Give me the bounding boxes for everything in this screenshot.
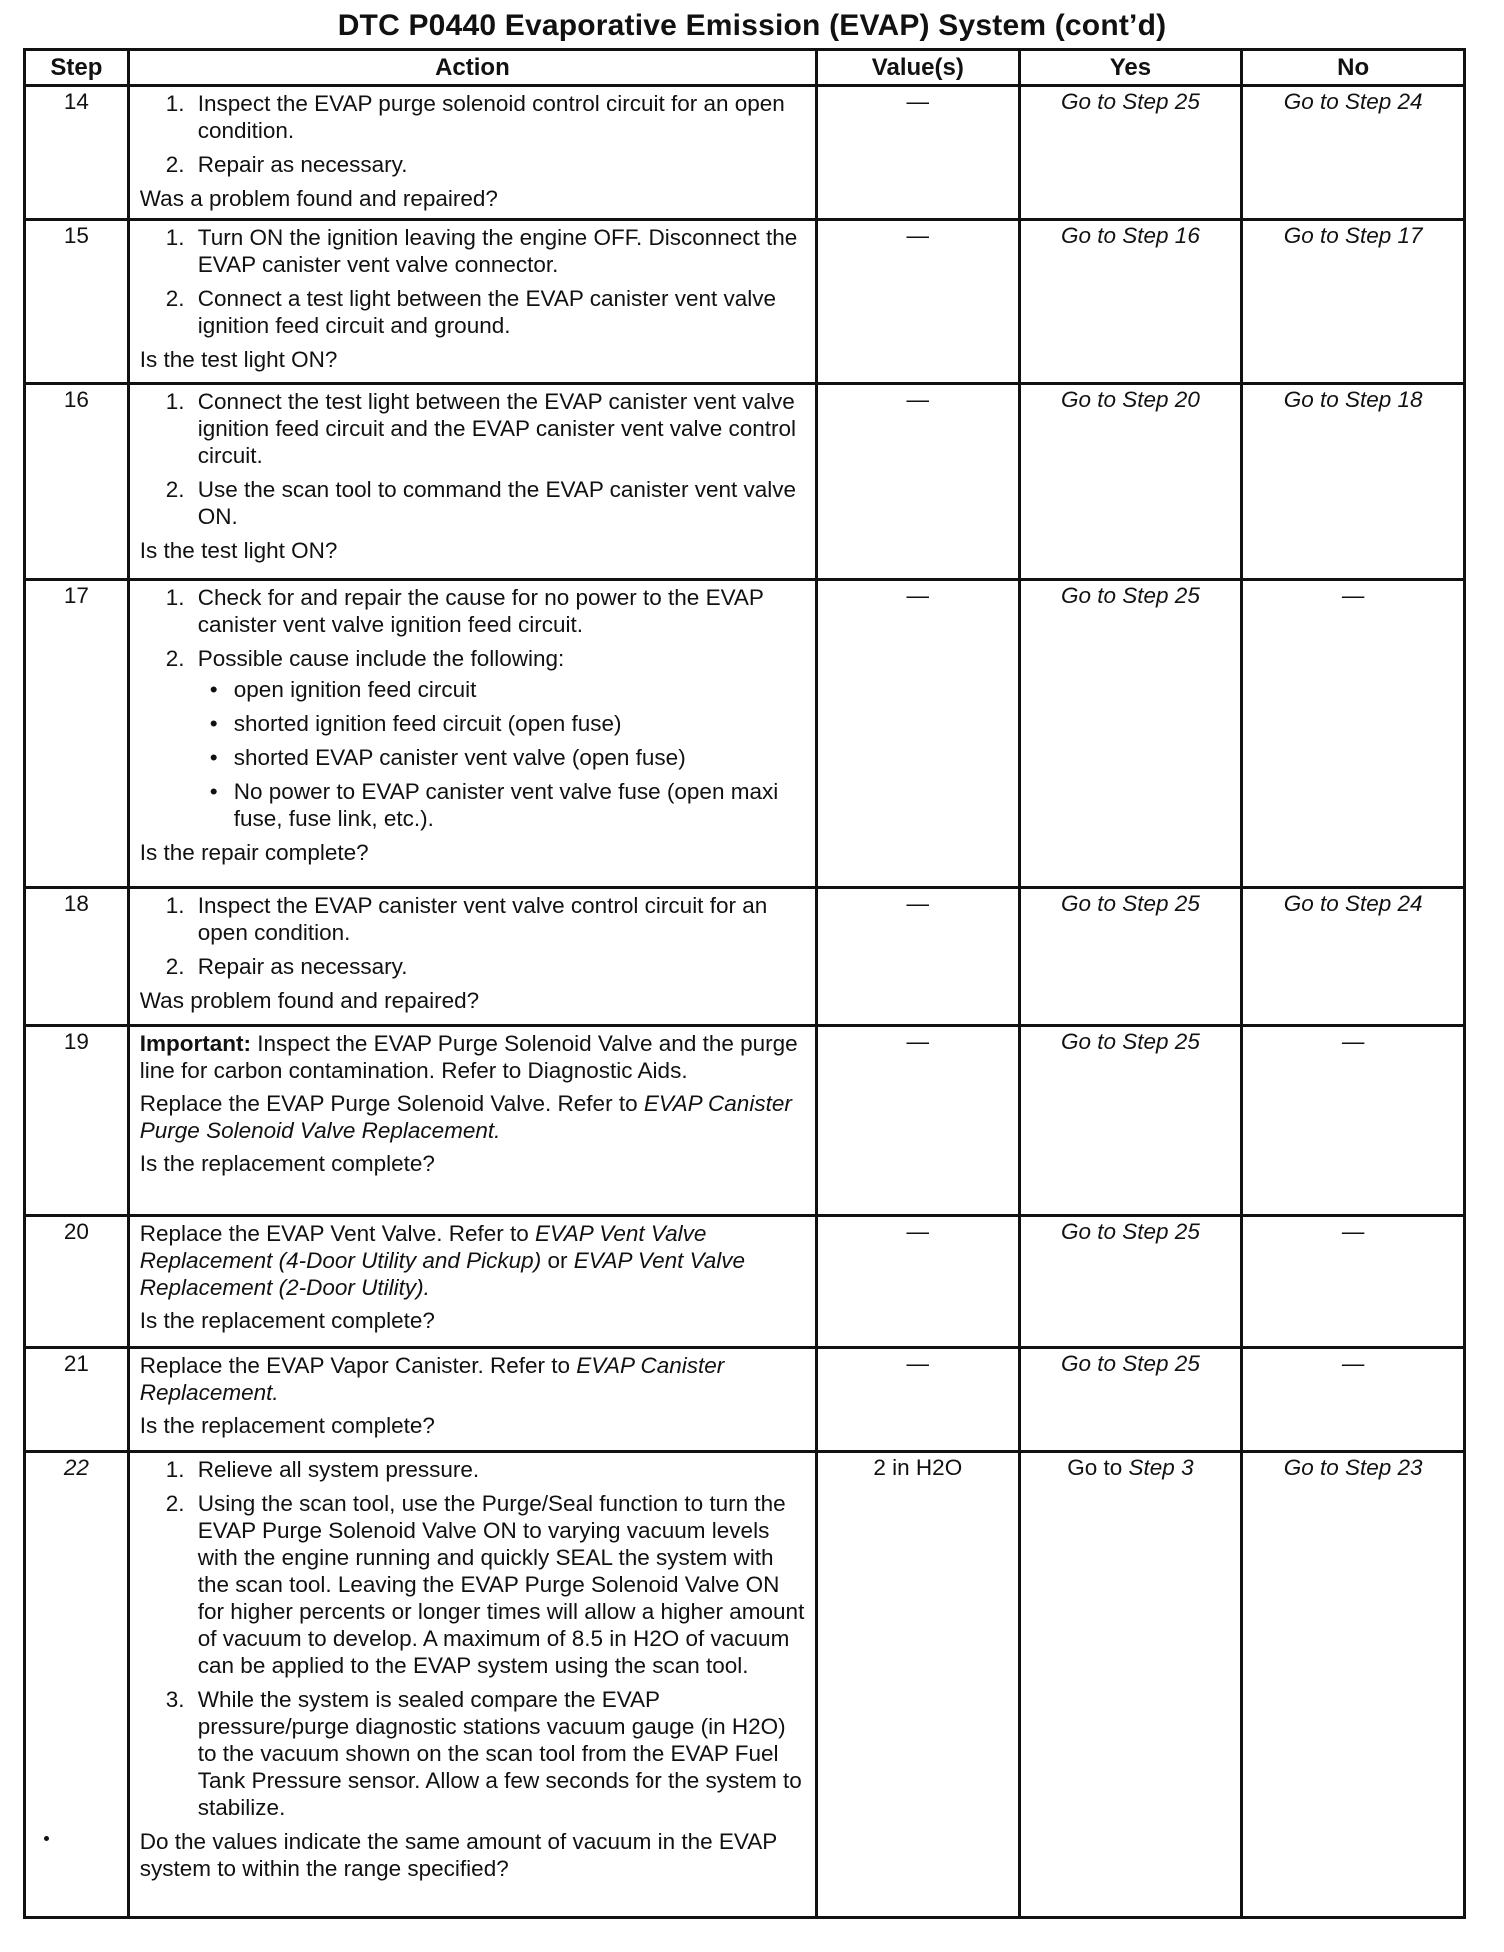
empty-dash: — — [906, 891, 930, 916]
header-values: Value(s) — [817, 50, 1020, 86]
empty-dash: — — [906, 583, 930, 608]
action-question: Is the replacement complete? — [139, 1151, 435, 1176]
value-cell — [817, 1026, 1020, 1216]
action-step: 2. Repair as necessary. — [165, 954, 408, 979]
important-note: Important: Inspect the EVAP Purge Solenoid Valve and the purge line for carbon contamination. Refer to Diagnostic Aids. — [139, 1031, 798, 1083]
no-cell: Go to Step 24 — [1242, 86, 1465, 220]
table-row — [25, 1026, 1465, 1216]
no-cell: Go to Step 18 — [1242, 384, 1465, 580]
cause-bullet: • No power to EVAP canister vent valve fuse (open maxi fuse, fuse link, etc.). — [198, 778, 805, 832]
action-step: 2. Connect a test light between the EVAP canister vent valve ignition feed circuit and ground. — [165, 286, 777, 338]
table-row — [25, 86, 1465, 220]
action-cell — [128, 1216, 816, 1348]
step-number: 16 — [25, 384, 129, 580]
action-step: 1. Inspect the EVAP canister vent valve control circuit for an open condition. — [165, 893, 768, 945]
action-question: Is the replacement complete? — [139, 1413, 435, 1438]
step-number: 14 — [25, 86, 129, 220]
empty-dash: — — [1341, 1029, 1365, 1054]
action-question: Do the values indicate the same amount of vacuum in the EVAP system to within the range specified? — [139, 1829, 777, 1881]
action-step: 2. Repair as necessary. — [165, 152, 408, 177]
replace-instruction: Replace the EVAP Vent Valve. Refer to EVAP Vent Valve Replacement (4-Door Utility and Pickup) or EVAP Vent Valve Replacement (2-Door Utility). — [139, 1221, 746, 1300]
step-number: 18 — [25, 888, 129, 1026]
action-question: Is the repair complete? — [139, 840, 369, 865]
empty-dash: — — [906, 89, 930, 114]
action-cell — [128, 220, 816, 384]
action-step: 1. Inspect the EVAP purge solenoid control circuit for an open condition. — [165, 91, 785, 143]
yes-cell: Go to Step 3 — [1019, 1452, 1242, 1918]
action-step: 1. Relieve all system pressure. — [165, 1457, 480, 1482]
value-cell: 2 in H2O — [817, 1452, 1020, 1918]
action-cell — [128, 86, 816, 220]
action-step: 1. Turn ON the ignition leaving the engine OFF. Disconnect the EVAP canister vent valve connector. — [165, 225, 798, 277]
value-cell — [817, 888, 1020, 1026]
no-cell — [1242, 580, 1465, 888]
cause-bullet: • open ignition feed circuit — [198, 676, 805, 703]
yes-cell: Go to Step 16 — [1019, 220, 1242, 384]
step-number: 17 — [25, 580, 129, 888]
yes-cell: Go to Step 25 — [1019, 888, 1242, 1026]
empty-dash: — — [906, 1029, 930, 1054]
step-number: 19 — [25, 1026, 129, 1216]
cause-bullet: • shorted EVAP canister vent valve (open fuse) — [198, 744, 805, 771]
action-cell — [128, 888, 816, 1026]
action-step: 1. Check for and repair the cause for no power to the EVAP canister vent valve ignition feed circuit. — [165, 585, 764, 637]
page-title: DTC P0440 Evaporative Emission (EVAP) System (cont’d) — [337, 9, 1167, 42]
action-question: Was problem found and repaired? — [139, 988, 480, 1013]
header-action: Action — [128, 50, 816, 86]
action-cell — [128, 1452, 816, 1918]
table-row — [25, 384, 1465, 580]
yes-cell: Go to Step 25 — [1019, 1026, 1242, 1216]
important-label: Important: — [139, 1031, 252, 1056]
no-cell — [1242, 1216, 1465, 1348]
yes-cell: Go to Step 25 — [1019, 1216, 1242, 1348]
empty-dash: — — [906, 387, 930, 412]
diagnostic-table — [23, 48, 1466, 1919]
action-cell — [128, 580, 816, 888]
action-step: 1. Connect the test light between the EVAP canister vent valve ignition feed circuit and the EVAP canister vent valve control circuit. — [165, 389, 797, 468]
action-cell — [128, 1348, 816, 1452]
reference-link: EVAP Vent Valve Replacement (4-Door Utility and Pickup) — [139, 1221, 707, 1273]
reference-link: EVAP Canister Replacement. — [139, 1353, 725, 1405]
step-number: 15 — [25, 220, 129, 384]
empty-dash: — — [906, 1351, 930, 1376]
empty-dash: — — [906, 1219, 930, 1244]
no-cell: Go to Step 24 — [1242, 888, 1465, 1026]
yes-cell: Go to Step 25 — [1019, 86, 1242, 220]
step-number: 21 — [25, 1348, 129, 1452]
header-yes: Yes — [1019, 50, 1242, 86]
reference-link: EVAP Canister Purge Solenoid Valve Replacement. — [139, 1091, 792, 1143]
action-question: Is the replacement complete? — [139, 1308, 435, 1333]
step-number: 20 — [25, 1216, 129, 1348]
stray-mark — [44, 1836, 49, 1841]
action-question: Was a problem found and repaired? — [139, 186, 498, 211]
value-cell — [817, 1216, 1020, 1348]
header-no: No — [1242, 50, 1465, 86]
empty-dash: — — [1341, 1219, 1365, 1244]
table-row — [25, 1348, 1465, 1452]
action-step: 2. Using the scan tool, use the Purge/Seal function to turn the EVAP Purge Solenoid Valve ON to varying vacuum levels with the engine running and quickly SEAL the system with the scan tool. Leaving the EVAP Purge Solenoid Valve ON for higher percents or longer times will allow a higher amount of vacuum to develop. A maximum of 8.5 in H2O of vacuum can be applied to the EVAP system using the scan tool. — [165, 1491, 805, 1678]
no-cell — [1242, 1026, 1465, 1216]
value-cell — [817, 220, 1020, 384]
replace-instruction: Replace the EVAP Purge Solenoid Valve. Refer to EVAP Canister Purge Solenoid Valve Replacement. — [139, 1091, 792, 1143]
table-row — [25, 220, 1465, 384]
action-question: Is the test light ON? — [139, 538, 338, 563]
action-step: 2. Possible cause include the following: • open ignition feed circuit • shorted ignition feed circuit (open fuse) • shorted EVAP canister vent valve (open fuse) • No power to EVAP canister vent valve fuse (open maxi fuse, fuse link, etc.). — [140, 645, 805, 832]
replace-instruction: Replace the EVAP Vapor Canister. Refer to EVAP Canister Replacement. — [139, 1353, 725, 1405]
action-step: 2. Use the scan tool to command the EVAP canister vent valve ON. — [165, 477, 797, 529]
empty-dash: — — [1341, 583, 1365, 608]
yes-cell: Go to Step 25 — [1019, 580, 1242, 888]
action-cell — [128, 384, 816, 580]
value-cell — [817, 384, 1020, 580]
yes-cell: Go to Step 20 — [1019, 384, 1242, 580]
no-cell: Go to Step 17 — [1242, 220, 1465, 384]
action-cell — [128, 1026, 816, 1216]
yes-cell: Go to Step 25 — [1019, 1348, 1242, 1452]
header-row — [25, 50, 1465, 86]
empty-dash: — — [1341, 1351, 1365, 1376]
table-row — [25, 1452, 1465, 1918]
value-cell — [817, 1348, 1020, 1452]
action-question: Is the test light ON? — [139, 347, 338, 372]
table-row — [25, 580, 1465, 888]
table-row — [25, 1216, 1465, 1348]
empty-dash: — — [906, 223, 930, 248]
reference-link: EVAP Vent Valve Replacement (2-Door Utility). — [139, 1248, 746, 1300]
no-cell: Go to Step 23 — [1242, 1452, 1465, 1918]
value-cell — [817, 86, 1020, 220]
action-step: 3. While the system is sealed compare the EVAP pressure/purge diagnostic stations vacuum gauge (in H2O) to the vacuum shown on the scan tool from the EVAP Fuel Tank Pressure sensor. Allow a few seconds for the system to stabilize. — [165, 1687, 802, 1820]
step-number: 22 — [25, 1452, 129, 1918]
header-step: Step — [25, 50, 129, 86]
table-row — [25, 888, 1465, 1026]
no-cell — [1242, 1348, 1465, 1452]
value-cell — [817, 580, 1020, 888]
cause-bullet: • shorted ignition feed circuit (open fuse) — [198, 710, 805, 737]
